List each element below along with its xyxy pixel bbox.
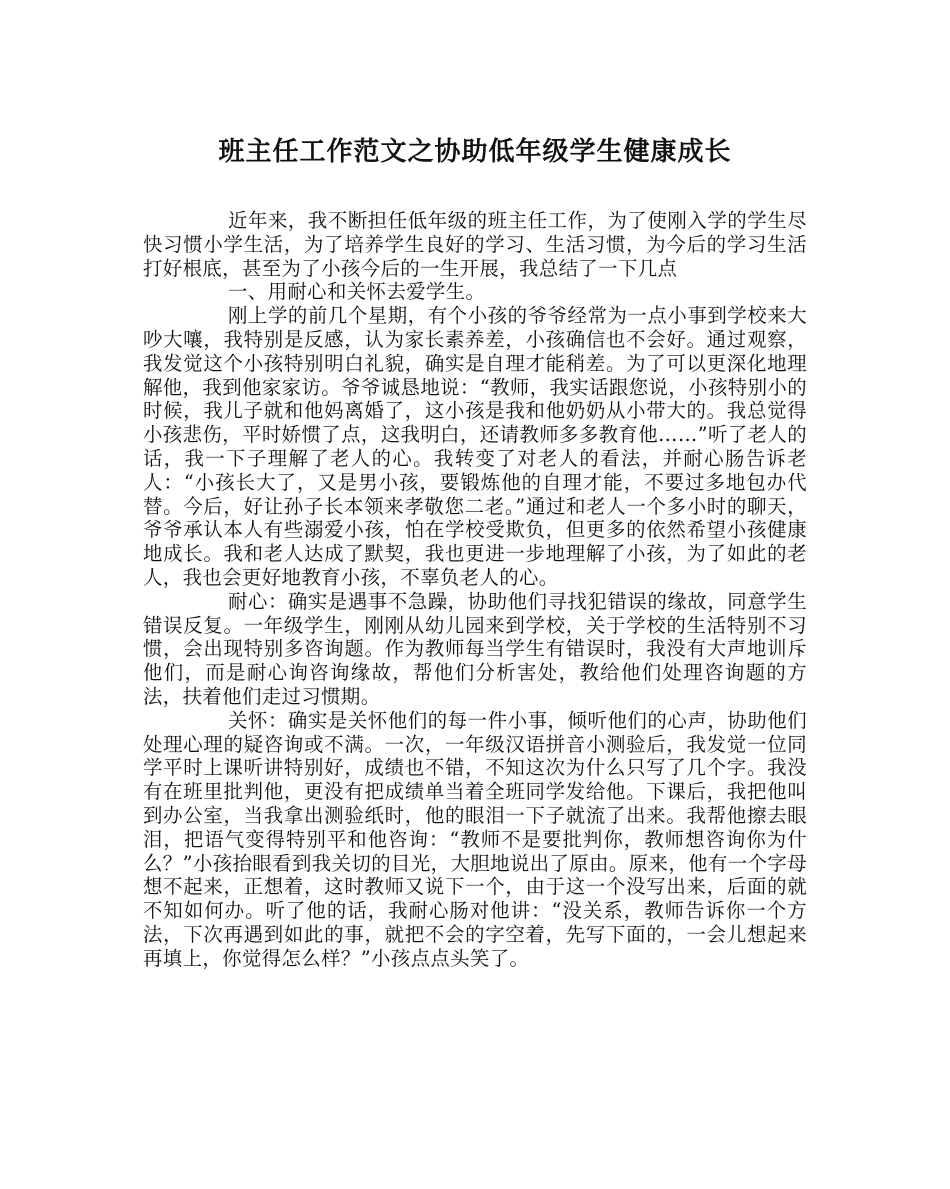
paragraph-intro: 近年来，我不断担任低年级的班主任工作，为了使刚入学的学生尽快习惯小学生活，为了培养学生良好的学习、生活习惯，为今后的学习生活打好根底，甚至为了小孩今后的一生开展，我总结了一下几点: [143, 209, 807, 280]
document-title: 班主任工作范文之协助低年级学生健康成长: [218, 137, 732, 167]
paragraph-care: 关怀：确实是关怀他们的每一件小事，倾听他们的心声，协助他们处理心理的疑咨询或不满。一次，一年级汉语拼音小测验后，我发觉一位同学平时上课听讲特别好，成绩也不错，不知这次为什么只写了几个字。我没有在班里批判他，更没有把成绩单当着全班同学发给他。下课后，我把他叫到办公室，当我拿出测验纸时，他的眼泪一下子就流了出来。我帮他擦去眼泪，把语气变得特别平和他咨询：“教师不是要批判你，教师想咨询你为什么？”小孩抬眼看到我关切的目光，大胆地说出了原由。原来，他有一个字母想不起来，正想着，这时教师又说下一个，由于这一个没写出来，后面的就不知如何办。听了他的话，我耐心肠对他讲：“没关系，教师告诉你一个方法，下次再遇到如此的事，就把不会的字空着，先写下面的，一会儿想起来再填上，你觉得怎么样？”小孩点点头笑了。: [143, 708, 807, 970]
paragraph-patience: 耐心：确实是遇事不急躁，协助他们寻找犯错误的缘故，同意学生错误反复。一年级学生，刚刚从幼儿园来到学校，关于学校的生活特别不习惯，会出现特别多咨询题。作为教师每当学生有错误时，我没有大声地训斥他们，而是耐心询咨询缘故，帮他们分析害处，教给他们处理咨询题的方法，扶着他们走过习惯期。: [143, 589, 807, 708]
section-heading: 一、用耐心和关怀去爱学生。: [228, 280, 486, 304]
document-body: [143, 209, 807, 971]
paragraph-grandfather-story: 刚上学的前几个星期，有个小孩的爷爷经常为一点小事到学校来大吵大嚷，我特别是反感，认为家长素养差，小孩确信也不会好。通过观察，我发觉这个小孩特别明白礼貌，确实是自理才能稍差。为了可以更深化地理解他，我到他家家访。爷爷诚恳地说：“教师，我实话跟您说，小孩特别小的时候，我儿子就和他妈离婚了，这小孩是我和他奶奶从小带大的。我总觉得小孩悲伤，平时娇惯了点，这我明白，还请教师多多教育他……”听了老人的话，我一下子理解了老人的心。我转变了对老人的看法，并耐心肠告诉老人：“小孩长大了，又是男小孩，要锻炼他的自理才能，不要过多地包办代替。今后，好让孙子长本领来孝敬您二老。”通过和老人一个多小时的聊天，爷爷承认本人有些溺爱小孩，怕在学校受欺负，但更多的依然希望小孩健康地成长。我和老人达成了默契，我也更进一步地理解了小孩，为了如此的老人，我也会更好地教育小孩，不辜负老人的心。: [143, 304, 807, 589]
